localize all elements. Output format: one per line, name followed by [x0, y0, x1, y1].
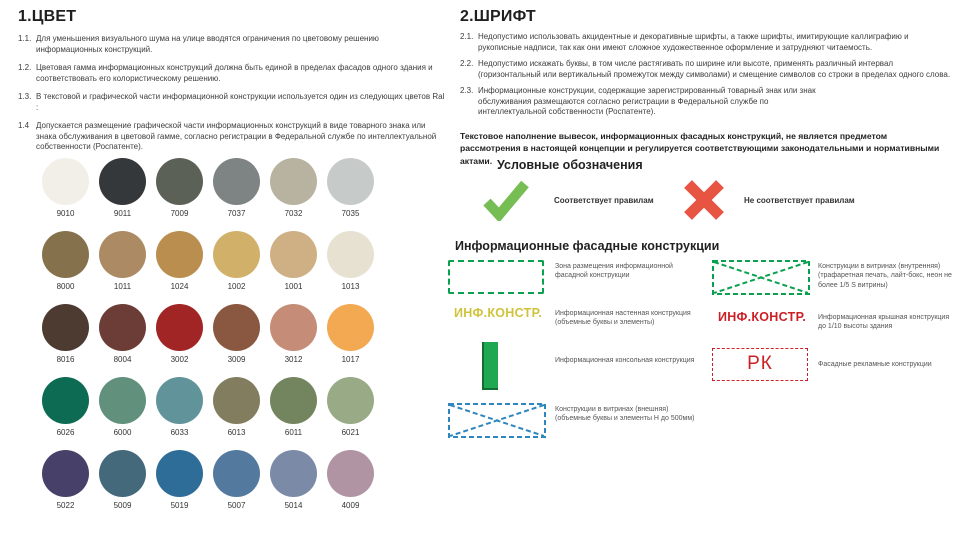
- color-circle: [156, 158, 203, 205]
- construction-item-text: Информационная настенная конструкция (объемные буквы и элементы): [555, 310, 691, 327]
- color-code-label: 5007: [227, 501, 246, 510]
- ral-palette: [37, 158, 379, 523]
- construction-item-text: Конструкции в витринах (внешняя) (объемные буквы и элементы Н до 500мм): [555, 405, 695, 423]
- color-circle: [327, 377, 374, 424]
- ral-swatch-5007: [208, 450, 265, 510]
- console-bar-icon: [482, 342, 498, 390]
- construction-item-text: Информационная консольная конструкция: [555, 356, 695, 364]
- ral-swatch-7009: [151, 158, 208, 218]
- rule-number: 1.3.: [18, 92, 32, 102]
- color-code-label: 1001: [284, 282, 303, 291]
- color-circle: [99, 377, 146, 424]
- rule-text: Для уменьшения визуального шума на улице вводятся ограничения по цветовому решению информационных конструкций.: [36, 34, 379, 54]
- color-circle: [327, 158, 374, 205]
- color-code-label: 7032: [284, 209, 303, 218]
- rule-item: [460, 86, 952, 118]
- palette-row: [37, 450, 379, 510]
- color-circle: [213, 377, 260, 424]
- rule-item: [18, 34, 446, 55]
- color-circle: [42, 377, 89, 424]
- color-circle: [42, 304, 89, 351]
- rule-number: 2.1.: [460, 32, 474, 41]
- color-circle: [99, 450, 146, 497]
- construction-item: [712, 260, 957, 295]
- ral-swatch-1011: [94, 231, 151, 291]
- construction-item: [712, 310, 957, 332]
- color-code-label: 4009: [341, 501, 360, 510]
- construction-item-text: Зона размещения информационной фасадной конструкции: [555, 263, 673, 280]
- ral-swatch-1001: [265, 231, 322, 291]
- inf-konstr-mark: ИНФ.КОНСТР.: [718, 310, 807, 324]
- color-code-label: 7037: [227, 209, 246, 218]
- color-circle: [213, 158, 260, 205]
- color-circle: [327, 450, 374, 497]
- rk-rect-icon: РК: [712, 348, 808, 381]
- legend-title: Условные обозначения: [497, 158, 643, 172]
- color-circle: [42, 158, 89, 205]
- color-circle: [99, 304, 146, 351]
- ral-swatch-8004: [94, 304, 151, 364]
- ral-swatch-1017: [322, 304, 379, 364]
- ral-swatch-8016: [37, 304, 94, 364]
- color-circle: [156, 450, 203, 497]
- ral-swatch-1002: [208, 231, 265, 291]
- rule-text: В текстовой и графической части информационной конструкции используется один из следующих цветов Ral :: [36, 92, 445, 112]
- color-code-label: 6033: [170, 428, 189, 437]
- color-circle: [270, 450, 317, 497]
- rule-text: Информационные конструкции, содержащие зарегистрированный товарный знак или знак обслуживания размещаются согласно регистрации в Федеральной службе по интеллектуальной собственности (Роспатенте).: [478, 86, 816, 117]
- color-circle: [327, 231, 374, 278]
- legend-bad-label: Не соответствует правилам: [744, 195, 855, 205]
- ral-swatch-4009: [322, 450, 379, 510]
- crossed-rect-icon: [712, 260, 810, 295]
- rule-text: Недопустимо использовать акцидентные и декоративные шрифты, а также шрифты, имитирующие каллиграфию и рукописные надписи, так как они имеют сложное художественное оформление и затрудняют читаемость.: [478, 32, 909, 52]
- construction-item: [712, 348, 957, 381]
- legend-ok-row: [482, 179, 654, 221]
- color-code-label: 8000: [56, 282, 75, 291]
- rule-item: [18, 121, 446, 153]
- construction-item-text: Информационная крышная конструкция до 1/10 высоты здания: [818, 314, 950, 331]
- rule-item: [18, 63, 446, 84]
- rule-text: Недопустимо искажать буквы, в том числе растягивать по ширине или высоте, применять различный интервал (горизонтальный или вертикальный промежуток между символами) и смещение символов со строки в пределах одного слова.: [478, 59, 951, 79]
- ral-swatch-3002: [151, 304, 208, 364]
- color-code-label: 8004: [113, 355, 132, 364]
- color-circle: [270, 304, 317, 351]
- cross-icon: [684, 180, 724, 220]
- ral-swatch-5019: [151, 450, 208, 510]
- ral-swatch-9011: [94, 158, 151, 218]
- color-code-label: 3009: [227, 355, 246, 364]
- rule-item: [18, 92, 446, 113]
- ral-swatch-5022: [37, 450, 94, 510]
- color-circle: [99, 231, 146, 278]
- ral-swatch-1013: [322, 231, 379, 291]
- crossed-rect-symbol: [712, 260, 818, 295]
- font-section: [460, 8, 952, 167]
- color-circle: [270, 377, 317, 424]
- color-circle: [213, 450, 260, 497]
- font-section-title: 2.ШРИФТ: [460, 8, 536, 25]
- ral-swatch-6011: [265, 377, 322, 437]
- check-icon: [482, 179, 530, 221]
- color-code-label: 5022: [56, 501, 75, 510]
- color-code-label: 1011: [113, 282, 132, 291]
- color-code-label: 6011: [284, 428, 303, 437]
- color-circle: [327, 304, 374, 351]
- dashed-zone-symbol: [448, 260, 555, 294]
- rule-number: 1.1.: [18, 34, 32, 43]
- color-section-title: 1.ЦВЕТ: [18, 8, 77, 25]
- color-code-label: 7035: [341, 209, 360, 218]
- color-circle: [213, 304, 260, 351]
- rk-rect-symbol: [712, 348, 818, 381]
- color-code-label: 3012: [284, 355, 303, 364]
- color-code-label: 3002: [170, 355, 189, 364]
- rule-number: 1.4: [18, 121, 30, 131]
- rule-number: 2.3.: [460, 86, 474, 96]
- constructions-title: Информационные фасадные конструкции: [455, 239, 720, 253]
- color-circle: [270, 158, 317, 205]
- color-code-label: 6026: [56, 428, 75, 437]
- constructions-left-column: [448, 260, 700, 438]
- color-circle: [213, 231, 260, 278]
- legend-bad-row: [684, 180, 855, 220]
- text-mark-symbol: [712, 310, 818, 324]
- dashed-zone-icon: [448, 260, 544, 294]
- ral-swatch-7037: [208, 158, 265, 218]
- rule-text: Цветовая гамма информационных конструкций должна быть единой в пределах фасадов одного здания и соответствовать его колористическому решению.: [36, 63, 433, 83]
- ral-swatch-7035: [322, 158, 379, 218]
- construction-item-text: Конструкции в витринах (внутренняя) (трафаретная печать, лайт-бокс, неон не более 1/5 S витрины): [818, 263, 952, 289]
- color-circle: [156, 377, 203, 424]
- color-circle: [270, 231, 317, 278]
- ral-swatch-5009: [94, 450, 151, 510]
- console-bar-symbol: [448, 342, 555, 390]
- rule-text: Допускается размещение графической части информационных конструкций в виде товарного знака или знака обслуживания в цветовой гамме, согласно регистрации в Федеральной службе по интеллектуальной собственности (Роспатенте).: [36, 121, 437, 152]
- color-code-label: 1013: [341, 282, 360, 291]
- ral-swatch-7032: [265, 158, 322, 218]
- color-code-label: 5019: [170, 501, 189, 510]
- ral-swatch-3012: [265, 304, 322, 364]
- color-circle: [99, 158, 146, 205]
- color-code-label: 5014: [284, 501, 303, 510]
- color-code-label: 8016: [56, 355, 75, 364]
- palette-row: [37, 377, 379, 437]
- color-code-label: 6013: [227, 428, 246, 437]
- color-code-label: 6000: [113, 428, 132, 437]
- construction-item: [448, 403, 700, 438]
- color-circle: [42, 450, 89, 497]
- crossed-rect-symbol: [448, 403, 555, 438]
- ral-swatch-6013: [208, 377, 265, 437]
- rule-number: 2.2.: [460, 59, 474, 69]
- crossed-rect-icon: [448, 403, 546, 438]
- color-section: [18, 8, 446, 153]
- ral-swatch-6026: [37, 377, 94, 437]
- color-circle: [156, 231, 203, 278]
- color-code-label: 1017: [341, 355, 360, 364]
- color-code-label: 6021: [341, 428, 360, 437]
- construction-item: [448, 306, 700, 328]
- rule-number: 1.2.: [18, 63, 32, 73]
- palette-row: [37, 304, 379, 364]
- color-code-label: 1002: [227, 282, 246, 291]
- color-circle: [156, 304, 203, 351]
- construction-item: [448, 342, 700, 390]
- inf-konstr-mark: ИНФ.КОНСТР.: [454, 306, 543, 320]
- text-mark-symbol: [448, 306, 555, 320]
- color-code-label: 9010: [56, 209, 75, 218]
- palette-row: [37, 231, 379, 291]
- ral-swatch-1024: [151, 231, 208, 291]
- rule-item: [460, 32, 952, 53]
- construction-item: [448, 260, 700, 294]
- ral-swatch-9010: [37, 158, 94, 218]
- rule-item: [460, 59, 952, 80]
- font-section-note: Текстовое наполнение вывесок, информационных фасадных конструкций, не является предметом рассмотрения в настоящей концепции и регулируется соответствующими законодательными и нормативными актами.: [460, 130, 940, 166]
- construction-item-text: Фасадные рекламные конструкции: [818, 360, 932, 368]
- font-rules-list: [460, 32, 952, 118]
- ral-swatch-6021: [322, 377, 379, 437]
- ral-swatch-8000: [37, 231, 94, 291]
- constructions-right-column: [712, 260, 957, 381]
- color-code-label: 7009: [170, 209, 189, 218]
- ral-swatch-3009: [208, 304, 265, 364]
- color-code-label: 1024: [170, 282, 189, 291]
- legend-ok-label: Соответствует правилам: [554, 195, 654, 205]
- palette-row: [37, 158, 379, 218]
- ral-swatch-6033: [151, 377, 208, 437]
- color-code-label: 9011: [113, 209, 132, 218]
- color-circle: [42, 231, 89, 278]
- color-code-label: 5009: [113, 501, 132, 510]
- ral-swatch-5014: [265, 450, 322, 510]
- color-rules-list: [18, 34, 446, 153]
- ral-swatch-6000: [94, 377, 151, 437]
